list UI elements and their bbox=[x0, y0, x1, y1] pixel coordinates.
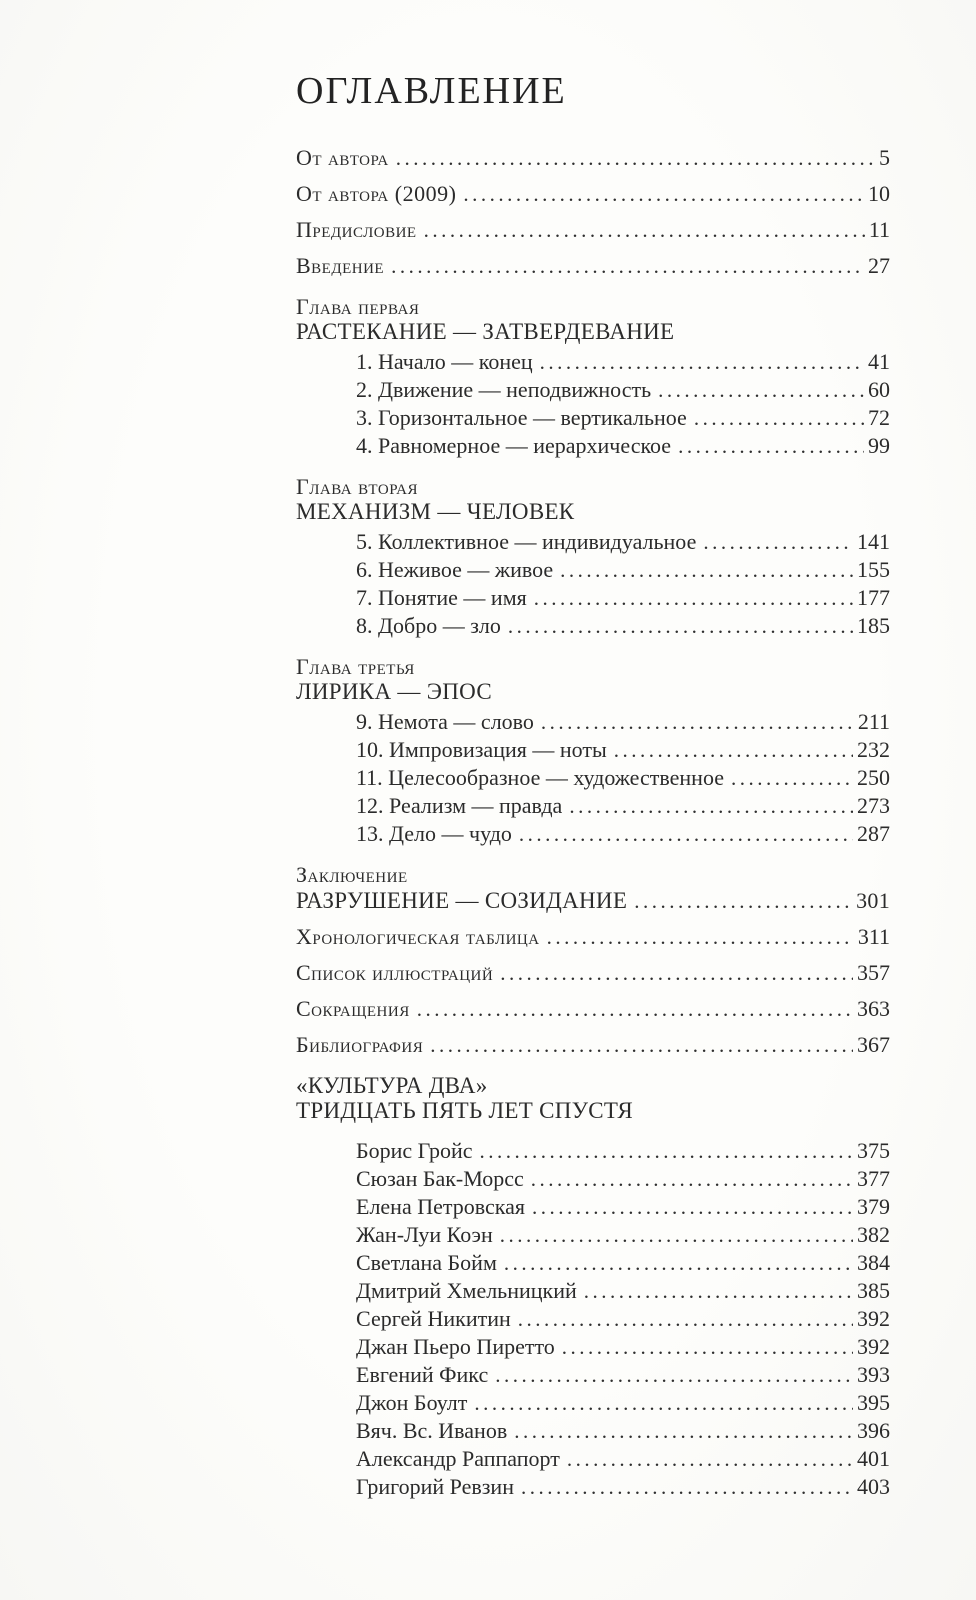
toc-heading bbox=[296, 862, 890, 887]
toc-entry bbox=[296, 1473, 890, 1501]
entry-page-number: 384 bbox=[857, 1250, 890, 1275]
entry-label: Библиография bbox=[296, 1032, 424, 1057]
entry-label: Сергей Никитин bbox=[356, 1306, 511, 1331]
toc-entry bbox=[296, 1417, 890, 1445]
entry-label: Жан-Луи Коэн bbox=[356, 1222, 493, 1247]
dot-leader bbox=[703, 528, 853, 556]
entry-page-number: 41 bbox=[868, 349, 890, 374]
toc-entry bbox=[296, 612, 890, 640]
entry-page-number: 392 bbox=[857, 1334, 890, 1359]
dot-leader bbox=[562, 1333, 853, 1361]
toc-entry bbox=[296, 556, 890, 584]
toc-heading bbox=[296, 499, 890, 524]
dot-leader bbox=[694, 404, 864, 432]
dot-leader bbox=[560, 556, 853, 584]
dot-leader bbox=[567, 1445, 853, 1473]
entry-page-number: 5 bbox=[879, 145, 890, 170]
entry-label: Вяч. Вс. Иванов bbox=[356, 1418, 508, 1443]
dot-leader bbox=[495, 1361, 853, 1389]
toc-heading bbox=[296, 1073, 890, 1098]
dot-leader bbox=[634, 887, 852, 915]
toc-entry bbox=[296, 1249, 890, 1277]
entry-page-number: 375 bbox=[857, 1138, 890, 1163]
entry-label: Григорий Ревзин bbox=[356, 1474, 514, 1499]
entry-label: 10. Импровизация — ноты bbox=[356, 737, 607, 762]
entry-page-number: 273 bbox=[857, 793, 890, 818]
entry-label: Хронологическая таблица bbox=[296, 924, 540, 949]
entry-page-number: 72 bbox=[868, 405, 890, 430]
entry-label: От автора (2009) bbox=[296, 181, 457, 206]
entry-page-number: 393 bbox=[857, 1362, 890, 1387]
toc-entry bbox=[296, 528, 890, 556]
entry-page-number: 155 bbox=[857, 557, 890, 582]
heading-text: ЛИРИКА — ЭПОС bbox=[296, 679, 492, 704]
entry-label: 3. Горизонтальное — вертикальное bbox=[356, 405, 687, 430]
heading-text: МЕХАНИЗМ — ЧЕЛОВЕК bbox=[296, 499, 575, 524]
dot-leader bbox=[480, 1137, 853, 1165]
dot-leader bbox=[474, 1389, 853, 1417]
entry-page-number: 99 bbox=[868, 433, 890, 458]
entry-page-number: 211 bbox=[857, 709, 890, 734]
entry-page-number: 141 bbox=[857, 529, 890, 554]
toc-entry bbox=[296, 792, 890, 820]
dot-leader bbox=[547, 923, 854, 951]
dot-leader bbox=[584, 1277, 853, 1305]
entry-label: Джан Пьеро Пиретто bbox=[356, 1334, 555, 1359]
toc-entry bbox=[296, 144, 890, 172]
entry-page-number: 395 bbox=[857, 1390, 890, 1415]
dot-leader bbox=[569, 792, 853, 820]
dot-leader bbox=[514, 1417, 853, 1445]
entry-label: Джон Боулт bbox=[356, 1390, 468, 1415]
entry-label: Сокращения bbox=[296, 996, 410, 1021]
dot-leader bbox=[658, 376, 864, 404]
entry-page-number: 27 bbox=[868, 253, 890, 278]
entry-label: Дмитрий Хмельницкий bbox=[356, 1278, 577, 1303]
toc-entry bbox=[296, 1277, 890, 1305]
dot-leader bbox=[540, 348, 864, 376]
heading-text: ТРИДЦАТЬ ПЯТЬ ЛЕТ СПУСТЯ bbox=[296, 1098, 634, 1123]
entry-label: 12. Реализм — правда bbox=[356, 793, 563, 818]
entry-page-number: 382 bbox=[857, 1222, 890, 1247]
toc-heading bbox=[296, 294, 890, 319]
heading-text: «КУЛЬТУРА ДВА» bbox=[296, 1073, 488, 1098]
entry-page-number: 185 bbox=[857, 613, 890, 638]
dot-leader bbox=[531, 1165, 853, 1193]
toc-entry bbox=[296, 820, 890, 848]
dot-leader bbox=[521, 1473, 853, 1501]
heading-text: Глава вторая bbox=[296, 474, 418, 499]
toc-entry bbox=[296, 432, 890, 460]
toc-entry bbox=[296, 376, 890, 404]
dot-leader bbox=[534, 584, 853, 612]
toc-entry bbox=[296, 216, 890, 244]
entry-page-number: 367 bbox=[857, 1032, 890, 1057]
entry-label: Борис Гройс bbox=[356, 1138, 473, 1163]
entry-label: Евгений Фикс bbox=[356, 1362, 489, 1387]
entry-label: Светлана Бойм bbox=[356, 1250, 497, 1275]
toc-heading bbox=[296, 1098, 890, 1123]
entry-label: Сюзан Бак-Морсс bbox=[356, 1166, 524, 1191]
dot-leader bbox=[532, 1193, 853, 1221]
dot-leader bbox=[391, 252, 864, 280]
dot-leader bbox=[541, 708, 854, 736]
heading-text: Заключение bbox=[296, 862, 408, 887]
heading-text: РАСТЕКАНИЕ — ЗАТВЕРДЕВАНИЕ bbox=[296, 319, 675, 344]
entry-label: Список иллюстраций bbox=[296, 960, 494, 985]
toc-entry bbox=[296, 584, 890, 612]
toc-entry bbox=[296, 1193, 890, 1221]
toc-entry bbox=[296, 1221, 890, 1249]
dot-leader bbox=[424, 216, 865, 244]
toc-entry bbox=[296, 180, 890, 208]
entry-label: Предисловие bbox=[296, 217, 417, 242]
toc-heading bbox=[296, 679, 890, 704]
entry-label: 5. Коллективное — индивидуальное bbox=[356, 529, 697, 554]
dot-leader bbox=[519, 820, 853, 848]
toc-entry bbox=[296, 887, 890, 915]
entry-label: 9. Немота — слово bbox=[356, 709, 534, 734]
entry-page-number: 232 bbox=[857, 737, 890, 762]
toc-entry bbox=[296, 1137, 890, 1165]
dot-leader bbox=[678, 432, 864, 460]
entry-label: РАЗРУШЕНИЕ — СОЗИДАНИЕ bbox=[296, 888, 628, 913]
entry-page-number: 377 bbox=[857, 1166, 890, 1191]
toc-entry bbox=[296, 1333, 890, 1361]
entry-page-number: 287 bbox=[857, 821, 890, 846]
entry-label: От автора bbox=[296, 145, 389, 170]
toc-entry bbox=[296, 1361, 890, 1389]
entry-page-number: 379 bbox=[857, 1194, 890, 1219]
toc-heading bbox=[296, 474, 890, 499]
entry-page-number: 403 bbox=[857, 1474, 890, 1499]
entry-label: 1. Начало — конец bbox=[356, 349, 533, 374]
entry-page-number: 363 bbox=[857, 996, 890, 1021]
entry-page-number: 401 bbox=[857, 1446, 890, 1471]
toc-entry bbox=[296, 1389, 890, 1417]
entry-label: Александр Раппапорт bbox=[356, 1446, 560, 1471]
dot-leader bbox=[504, 1249, 853, 1277]
dot-leader bbox=[508, 612, 853, 640]
entry-label: 7. Понятие — имя bbox=[356, 585, 527, 610]
toc-entry bbox=[296, 1165, 890, 1193]
toc-list bbox=[296, 144, 890, 1501]
entry-page-number: 311 bbox=[857, 924, 890, 949]
entry-label: 2. Движение — неподвижность bbox=[356, 377, 652, 402]
entry-page-number: 250 bbox=[857, 765, 890, 790]
toc-entry bbox=[296, 736, 890, 764]
entry-label: 8. Добро — зло bbox=[356, 613, 501, 638]
dot-leader bbox=[463, 180, 864, 208]
dot-leader bbox=[417, 995, 853, 1023]
dot-leader bbox=[500, 1221, 853, 1249]
entry-page-number: 177 bbox=[857, 585, 890, 610]
dot-leader bbox=[430, 1031, 853, 1059]
heading-text: Глава первая bbox=[296, 294, 420, 319]
entry-page-number: 357 bbox=[857, 960, 890, 985]
toc-entry bbox=[296, 764, 890, 792]
entry-page-number: 392 bbox=[857, 1306, 890, 1331]
toc-entry bbox=[296, 995, 890, 1023]
toc-heading bbox=[296, 654, 890, 679]
entry-page-number: 11 bbox=[868, 217, 890, 242]
toc-entry bbox=[296, 1445, 890, 1473]
dot-leader bbox=[731, 764, 853, 792]
entry-label: 4. Равномерное — иерархическое bbox=[356, 433, 672, 458]
dot-leader bbox=[500, 959, 853, 987]
toc-entry bbox=[296, 708, 890, 736]
entry-page-number: 301 bbox=[856, 888, 890, 913]
entry-label: Елена Петровская bbox=[356, 1194, 526, 1219]
entry-page-number: 396 bbox=[857, 1418, 890, 1443]
dot-leader bbox=[518, 1305, 853, 1333]
entry-label: 13. Дело — чудо bbox=[356, 821, 512, 846]
entry-label: Введение bbox=[296, 253, 385, 278]
entry-label: 6. Неживое — живое bbox=[356, 557, 554, 582]
dot-leader bbox=[614, 736, 853, 764]
toc-heading bbox=[296, 319, 890, 344]
dot-leader bbox=[396, 144, 875, 172]
toc-entry bbox=[296, 404, 890, 432]
toc-entry bbox=[296, 1305, 890, 1333]
entry-page-number: 385 bbox=[857, 1278, 890, 1303]
toc-entry bbox=[296, 252, 890, 280]
toc-entry bbox=[296, 348, 890, 376]
heading-text: Глава третья bbox=[296, 654, 415, 679]
toc-entry bbox=[296, 1031, 890, 1059]
toc-entry bbox=[296, 959, 890, 987]
page-title: ОГЛАВЛЕНИЕ bbox=[296, 70, 567, 112]
entry-label: 11. Целесообразное — художественное bbox=[356, 765, 724, 790]
entry-page-number: 60 bbox=[868, 377, 890, 402]
toc-entry bbox=[296, 923, 890, 951]
entry-page-number: 10 bbox=[868, 181, 890, 206]
